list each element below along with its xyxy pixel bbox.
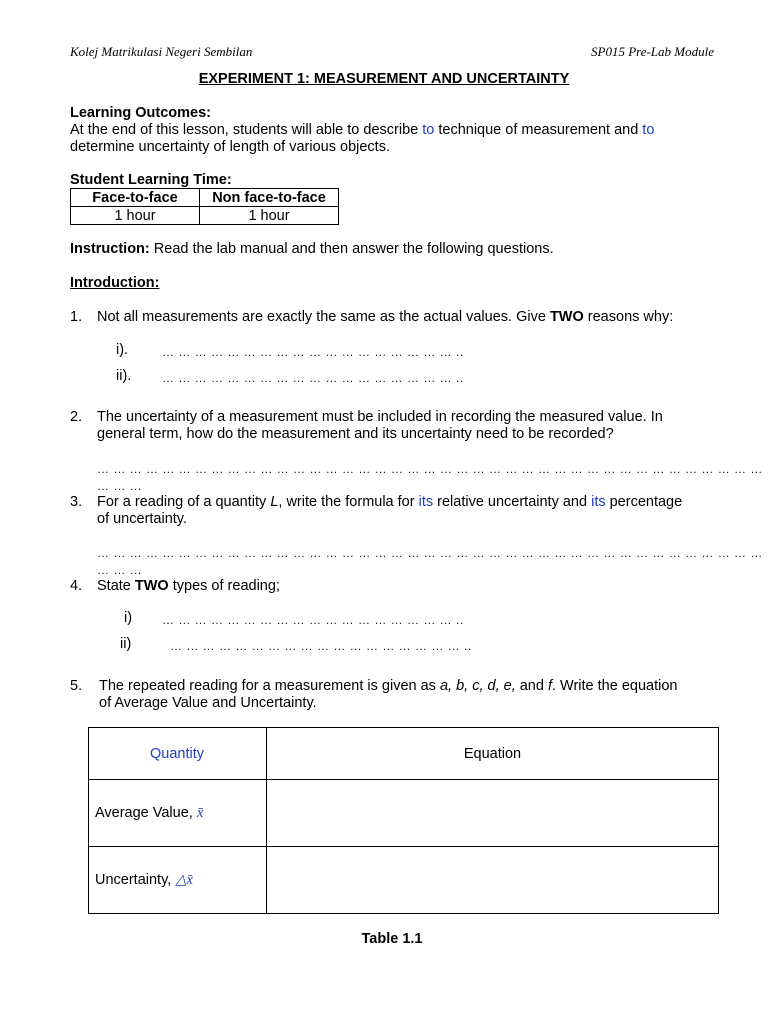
q4-text-a: State (97, 578, 135, 594)
eq-row-average-equation[interactable] (267, 780, 719, 847)
introduction-heading: Introduction: (70, 275, 160, 291)
q4-answer-i: … … … … … … … … … … … … … … … … … … .. (162, 613, 464, 627)
q5-text-a: The repeated reading for a measurement is given as (99, 678, 440, 694)
q5-vars: a, b, c, d, e, (439, 678, 516, 694)
slt-col-nonface: Non face-to-face (200, 189, 339, 207)
lo-to-1: to (422, 122, 435, 138)
page-title: EXPERIMENT 1: MEASUREMENT AND UNCERTAINTY (198, 71, 570, 87)
q3-line-2: of uncertainty. (97, 511, 188, 527)
eq-row-uncertainty-label (89, 847, 267, 914)
q1-item-ii: ii). (116, 368, 132, 384)
q3-text-c: relative uncertainty and (433, 494, 592, 510)
q3-its-2: its (591, 494, 606, 510)
instruction-text: Read the lab manual and then answer the following questions. (149, 241, 554, 257)
learning-outcomes-line-1 (70, 122, 654, 139)
q4-item-i: i) (124, 610, 133, 626)
slt-heading: Student Learning Time: (70, 172, 232, 188)
q2-line-1: The uncertainty of a measurement must be included in recording the measured value. In (97, 409, 663, 425)
header-module: SP015 Pre-Lab Module (591, 44, 714, 59)
lo-text-2: technique of measurement and (434, 122, 643, 138)
slt-val-face: 1 hour (71, 207, 200, 225)
header-institution: Kolej Matrikulasi Negeri Sembilan (70, 44, 253, 59)
q3-answer: … … … … … … … … … … … … … … … … … … … … … … … … … … … … … … … … … … … … … … … … … … … … (97, 546, 763, 577)
q5-number: 5. (70, 678, 83, 694)
q3-text-d: percentage (605, 494, 683, 510)
lo-text-1: At the end of this lesson, students will able to describe (70, 122, 423, 138)
q3-text-a: For a reading of a quantity (97, 494, 271, 510)
q3-text (97, 494, 682, 511)
instruction (70, 241, 554, 258)
table-caption: Table 1.1 (361, 931, 423, 947)
q3-text-b: , write the formula for (278, 494, 419, 510)
q4-number: 4. (70, 578, 83, 594)
q1-text-b: reasons why: (583, 309, 674, 325)
q4-answer-ii: … … … … … … … … … … … … … … … … … … .. (170, 639, 472, 653)
q1-text-a: Not all measurements are exactly the same as the actual values. Give (97, 309, 550, 325)
eq-header-quantity (89, 728, 267, 780)
q2-line-2: general term, how do the measurement and its uncertainty need to be recorded? (97, 426, 614, 442)
slt-table (70, 188, 339, 225)
learning-outcomes-heading: Learning Outcomes: (70, 105, 211, 121)
q3-var: L (270, 494, 279, 510)
instruction-label: Instruction: (70, 241, 150, 257)
q5-text-c: . Write the equation (552, 678, 678, 694)
eq-average-text: Average Value, (95, 804, 197, 821)
eq-row-average-label (89, 780, 267, 847)
q5-text-b: and (515, 678, 548, 694)
lo-to-2: to (642, 122, 655, 138)
q1-answer-i: … … … … … … … … … … … … … … … … … … .. (162, 345, 464, 359)
q1-number: 1. (70, 309, 83, 325)
q1-text (97, 309, 673, 326)
q5-var-f: f (547, 678, 552, 694)
learning-outcomes-line-2: determine uncertainty of length of various objects. (70, 139, 390, 155)
eq-header-equation: Equation (267, 728, 719, 780)
x-bar-symbol: x̄ (196, 804, 204, 821)
delta-x-bar-symbol: △x̄ (175, 871, 193, 888)
equation-table (88, 727, 719, 914)
slt-col-face: Face-to-face (71, 189, 200, 207)
q1-item-i: i). (116, 342, 129, 358)
eq-header-quantity-label: Quantity (150, 745, 204, 762)
q1-answer-ii: … … … … … … … … … … … … … … … … … … .. (162, 371, 464, 385)
q4-bold: TWO (134, 578, 169, 594)
q4-text-b: types of reading; (168, 578, 280, 594)
slt-val-nonface: 1 hour (200, 207, 339, 225)
q5-line-2: of Average Value and Uncertainty. (99, 695, 317, 711)
eq-uncertainty-text: Uncertainty, (95, 871, 176, 888)
q4-text (97, 578, 280, 595)
q2-number: 2. (70, 409, 83, 425)
q2-answer: … … … … … … … … … … … … … … … … … … … … … … … … … … … … … … … … … … … … … … … … … … … … (97, 462, 763, 493)
q3-number: 3. (70, 494, 83, 510)
q5-text (99, 678, 677, 695)
q3-its-1: its (418, 494, 434, 510)
q4-item-ii: ii) (120, 636, 132, 652)
q1-bold: TWO (549, 309, 584, 325)
eq-row-uncertainty-equation[interactable] (267, 847, 719, 914)
